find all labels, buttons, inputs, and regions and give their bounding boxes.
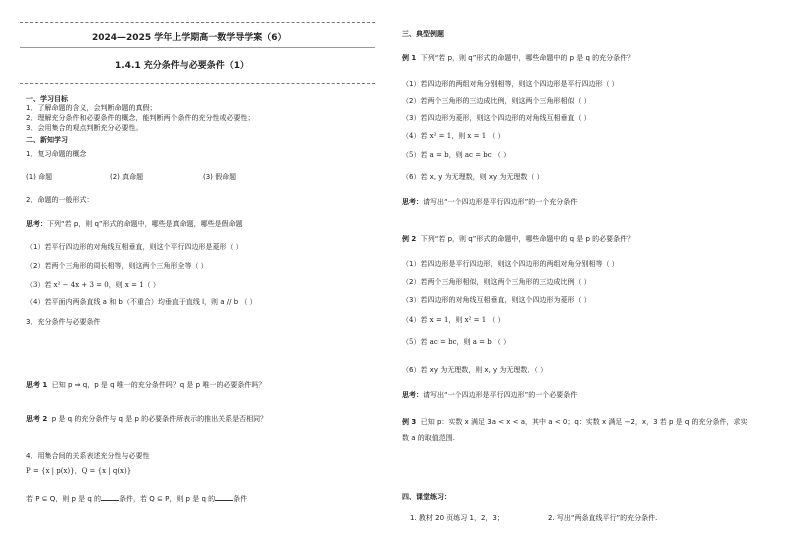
question-item: （1）若平行四边形的对角线互相垂直，则这个平行四边形是菱形（ ） [26, 243, 243, 251]
kind-item: (2) 真命题 [110, 173, 144, 181]
think-2-text: p 是 q 的充分条件与 q 是 p 的必要条件所表示的推出关系是否相同？ [51, 415, 268, 423]
think-1-label: 思考 1 [26, 381, 48, 389]
example-1-item: （4）若 x² = 1，则 x = 1 （ ） [402, 132, 505, 140]
example-1-think-label: 思考： [402, 198, 423, 206]
example-2-item: （3）若四边形的对角线互相垂直，则这个四边形为菱形（ ） [402, 296, 591, 304]
example-1-item: （1）若四边形的两组对角分别相等，则这个四边形是平行四边形（ ） [402, 80, 619, 88]
goal-item: 2．理解充分条件和必要条件的概念，能判断两个条件的充分性或必要性； [26, 114, 255, 122]
example-1-item: （3）若四边形为菱形，则这个四边形的对角线互相垂直（ ） [402, 114, 591, 122]
example-2-item: （5）若 ac = bc，则 a = b （ ） [402, 338, 511, 346]
example-1-label: 例 1 [402, 54, 417, 62]
kind-item: (3) 假命题 [203, 173, 237, 181]
example-3-text: 已知 p：实数 x 满足 3a < x < a，其中 a < 0；q：实数 x 满足 −2，x，3 若 p 是 q 的充分条件，求实 [420, 418, 748, 426]
blank-2[interactable] [215, 494, 233, 501]
new-knowledge-heading: 二、新知学习 [26, 136, 68, 144]
think-label: 思考： [26, 220, 47, 228]
example-2-think-line [402, 391, 577, 399]
title-divider [20, 47, 375, 48]
goal-item: 1．了解命题的含义，会判断命题的真假； [26, 104, 157, 112]
example-1-think: 请写出“一个四边形是平行四边形”的一个充分条件 [423, 198, 578, 206]
think-1-text: 已知 p ⇒ q，p 是 q 唯一的充分条件吗？q 是 p 唯一的必要条件吗？ [51, 381, 266, 389]
lesson-title: 1.4.1 充分条件与必要条件（1） [115, 61, 250, 71]
example-2-item: （1）若四边形是平行四边形，则这个四边形的两组对角分别相等（ ） [402, 260, 619, 268]
example-3-label: 例 3 [402, 418, 417, 426]
review-label: 1．复习命题的概念 [26, 150, 87, 158]
example-2-item: （2）若两个三角形相似，则这两个三角形的三边成比例（ ） [402, 278, 591, 286]
kind-item: (1) 命题 [26, 173, 53, 181]
think-text: 下列“若 p，则 q”形式的命题中，哪些是真命题，哪些是假命题 [47, 220, 243, 228]
example-1-item: （2）若两个三角形的三边成比例，则这两个三角形相似（ ） [402, 97, 591, 105]
example-3-line [402, 418, 748, 426]
example-2-think-label: 思考： [402, 391, 423, 399]
example-2-item: （4）若 x = 1，则 x² = 1 （ ） [402, 316, 505, 324]
examples-heading: 三、典型例题 [402, 30, 444, 38]
think-2-label: 思考 2 [26, 415, 48, 423]
practice-item: 1. 教材 20 页练习 1，2，3； [410, 514, 504, 522]
fill-line [26, 494, 247, 503]
example-2-label: 例 2 [402, 235, 417, 243]
example-1-item: （5）若 a = b，则 ac = bc （ ） [402, 151, 511, 159]
fill-text-b: 条件，若 Q ⊆ P，则 p 是 q 的 [119, 495, 216, 503]
practice-item: 2. 写出“两条直线平行”的充分条件. [548, 514, 658, 522]
question-item: （3）若 x² − 4x + 3 = 0，则 x = 1（ ） [26, 281, 160, 289]
example-2-think: 请写出“一个四边形是平行四边形”的一个必要条件 [423, 391, 578, 399]
blank-1[interactable] [101, 494, 119, 501]
example-2-question: 下列“若 p，则 q”形式的命题中，哪些命题中的 q 是 p 的必要条件？ [420, 235, 635, 243]
section-4-label: 4．用集合间的关系表述充分性与必要性 [26, 452, 150, 460]
example-3-continuation: 数 a 的取值范围. [402, 434, 455, 442]
goal-item: 3．会用集合的观点判断充分必要性。 [26, 124, 143, 132]
example-1-item: （6）若 x, y 为无理数，则 xy 为无理数（ ） [402, 173, 544, 181]
example-1-line [402, 54, 634, 62]
think-line [26, 220, 243, 228]
question-item: （2）若两个三角形的周长相等，则这两个三角形全等（ ） [26, 262, 208, 270]
general-form-label: 2．命题的一般形式： [26, 196, 94, 204]
page-title: 2024—2025 学年上学期高一数学导学案（6） [92, 33, 287, 43]
example-1-question: 下列“若 p，则 q”形式的命题中，哪些命题中的 p 是 q 的充分条件？ [420, 54, 635, 62]
practice-heading: 四、课堂练习： [402, 493, 451, 501]
fill-text-a: 若 P ⊆ Q，则 p 是 q 的 [26, 495, 102, 503]
example-2-line [402, 235, 634, 243]
example-2-item: （6）若 xy 为无理数，则 x, y 为无理数．（ ） [402, 366, 548, 374]
question-item: （4）若平面内两条直线 a 和 b（不重合）均垂直于直线 l，则 a // b （ ） [26, 298, 257, 306]
example-1-think-line [402, 198, 577, 206]
fill-text-c: 条件 [233, 495, 248, 503]
section-3-label: 3．充分条件与必要条件 [26, 318, 101, 326]
think-2-line [26, 415, 267, 423]
set-definitions: P = {x | p(x)}，Q = {x | q(x)} [26, 467, 132, 475]
think-1-line [26, 381, 265, 389]
goals-heading: 一、学习目标 [26, 95, 68, 103]
